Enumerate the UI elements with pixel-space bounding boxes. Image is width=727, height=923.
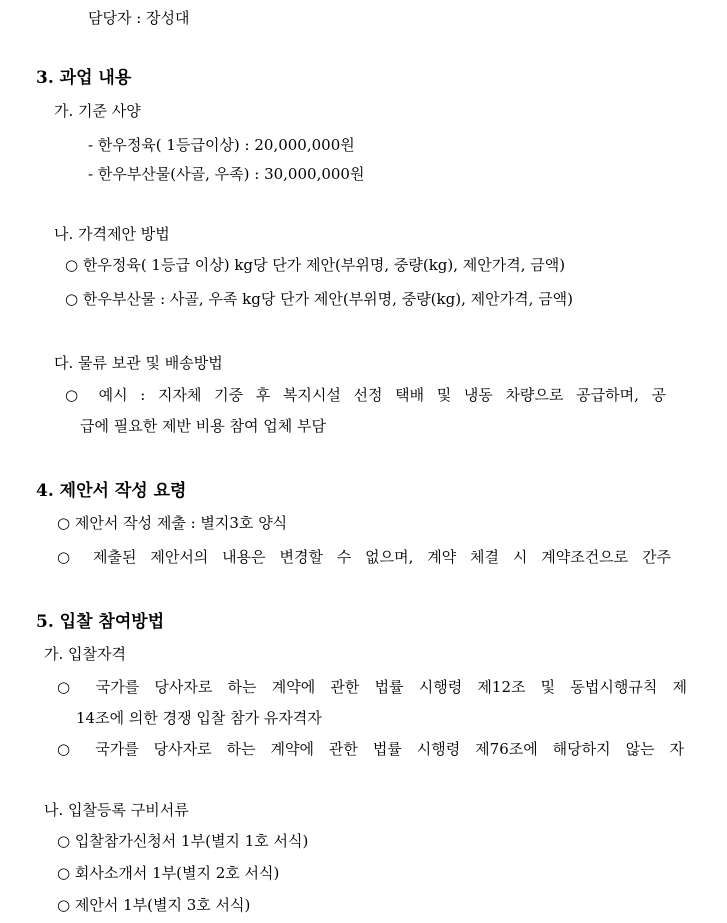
section-5-ga-title: 가. 입찰자격 (44, 645, 126, 663)
section-3-da-title: 다. 물류 보관 및 배송방법 (54, 354, 223, 372)
list-item: - 한우부산물(사골, 우족) : 30,000,000원 (88, 165, 365, 183)
contact-person: 담당자 : 장성대 (88, 9, 190, 27)
list-item: ○ 한우부산물 : 사골, 우족 kg당 단가 제안(부위명, 중량(kg), 제안가격, 금액) (65, 290, 573, 308)
list-item: ○ 제출된 제안서의 내용은 변경할 수 없으며, 계약 체결 시 계약조건으로 간주 (57, 548, 671, 566)
list-item: ○ 입찰참가신청서 1부(별지 1호 서식) (57, 832, 309, 850)
list-item: ○ 국가를 당사자로 하는 계약에 관한 법률 시행령 제12조 및 동법시행규칙 제 (57, 678, 687, 696)
list-item: ○ 제안서 1부(별지 3호 서식) (57, 896, 251, 914)
section-4-title: 4. 제안서 작성 요령 (36, 481, 187, 501)
section-3-title: 3. 과업 내용 (36, 68, 132, 88)
list-item: ○ 제안서 작성 제출 : 별지3호 양식 (57, 514, 288, 532)
list-item: - 한우정육( 1등급이상) : 20,000,000원 (88, 136, 355, 154)
section-3-na-title: 나. 가격제안 방법 (54, 225, 170, 243)
list-item: ○ 예시 : 지자체 기중 후 복지시설 선정 택배 및 냉동 차량으로 공급하며, 공 (65, 386, 666, 404)
list-item-continuation: 급에 필요한 제반 비용 참여 업체 부담 (80, 417, 326, 435)
list-item-continuation: 14조에 의한 경쟁 입찰 참가 유자격자 (76, 709, 322, 727)
list-item: ○ 국가를 당사자로 하는 계약에 관한 법률 시행령 제76조에 해당하지 않는 자 (57, 740, 684, 758)
section-3-ga-title: 가. 기준 사양 (54, 102, 141, 120)
section-5-na-title: 나. 입찰등록 구비서류 (44, 801, 189, 819)
list-item: ○ 한우정육( 1등급 이상) kg당 단가 제안(부위명, 중량(kg), 제안가격, 금액) (65, 256, 566, 274)
list-item: ○ 회사소개서 1부(별지 2호 서식) (57, 864, 280, 882)
section-5-title: 5. 입찰 참여방법 (36, 612, 165, 632)
